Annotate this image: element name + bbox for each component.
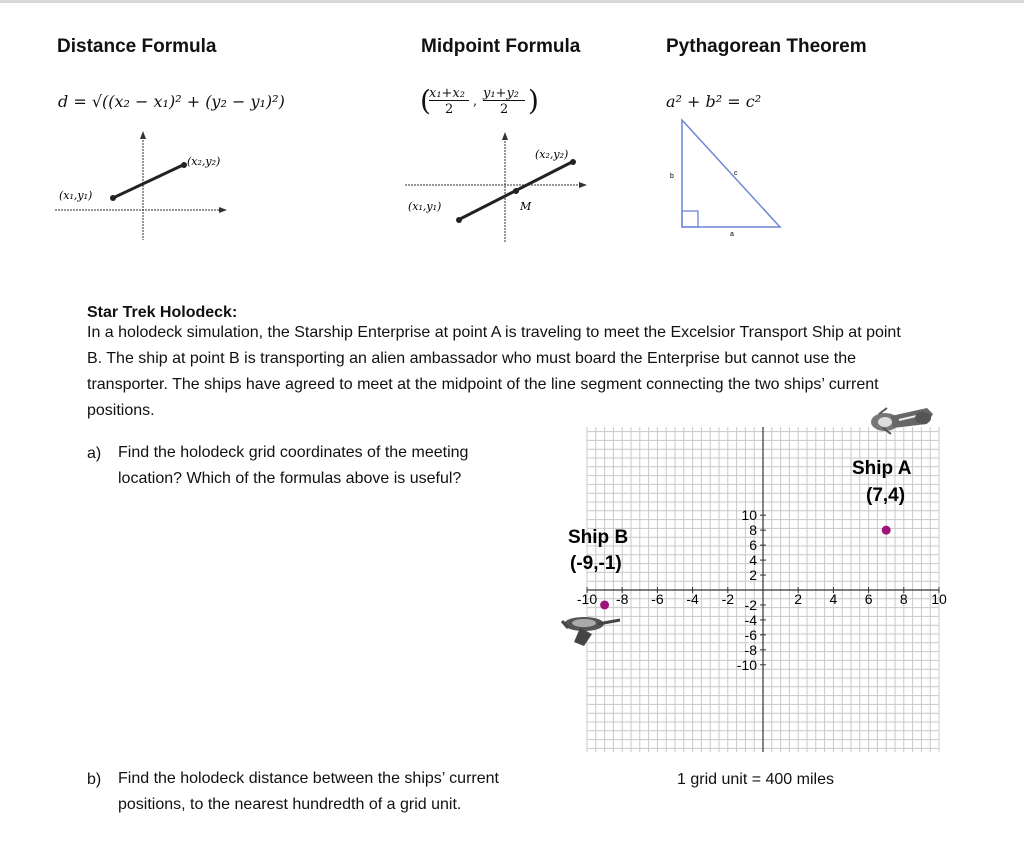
x-tick-label: 4: [829, 591, 838, 607]
midpoint-x-numerator: x₁+x₂: [429, 86, 465, 101]
question-a-line-1: Find the holodeck grid coordinates of the meeting: [118, 444, 469, 461]
y-tick-label: 10: [741, 507, 757, 524]
midpoint-y-numerator: y₁+y₂: [483, 86, 520, 101]
midpoint-p1-label: (x₁,y₁): [408, 200, 442, 213]
midpoint-y-denominator: 2: [500, 102, 509, 117]
question-a-label: a): [87, 445, 102, 462]
y-tick-label: -4: [744, 611, 757, 628]
y-tick-label: 6: [749, 537, 757, 554]
y-tick-label: 2: [749, 567, 757, 584]
distance-formula-header: Distance Formula: [57, 36, 217, 57]
midpoint-diagram: [405, 130, 595, 245]
question-a-line-2: location? Which of the formulas above is useful?: [118, 470, 462, 487]
y-tick-label: -10: [736, 656, 757, 673]
problem-line-1: In a holodeck simulation, the Starship Enterprise at point A is traveling to meet the Excelsior Transport Ship at point: [87, 324, 901, 341]
distance-p2-label: (x₂,y₂): [187, 155, 221, 168]
x-tick-label: -6: [651, 591, 664, 607]
side-c-label: c: [734, 170, 738, 177]
x-tick-label: 2: [794, 591, 803, 607]
midpoint-formula-header: Midpoint Formula: [421, 36, 581, 57]
midpoint-m-label: M: [520, 200, 532, 213]
problem-title: Star Trek Holodeck:: [87, 304, 238, 321]
x-tick-label: 10: [931, 591, 947, 607]
top-border: [0, 0, 1024, 3]
ship-point-ship-a: [882, 526, 891, 535]
y-tick-label: -6: [744, 626, 757, 643]
y-tick-label: -2: [744, 596, 757, 613]
ship-a-name: Ship A: [852, 458, 912, 479]
x-tick-label: -2: [721, 591, 735, 607]
problem-line-3: transporter. The ships have agreed to meet at the midpoint of the line segment connecting the two ships’ current: [87, 376, 879, 393]
right-triangle-diagram: [660, 112, 790, 237]
pythagorean-formula: a² + b² = c²: [666, 92, 762, 111]
x-tick-label: -8: [615, 591, 629, 607]
y-tick-label: 4: [749, 552, 757, 569]
coordinate-grid: [560, 400, 960, 770]
side-b-label: b: [670, 173, 674, 180]
x-tick-label: 8: [899, 591, 908, 607]
problem-line-4: positions.: [87, 402, 155, 419]
ship-b-name: Ship B: [568, 527, 629, 548]
distance-formula: d = √((x₂ − x₁)² + (y₂ − y₁)²): [58, 92, 285, 111]
ship-a-icon: [871, 408, 933, 434]
ship-point-ship-b: [600, 600, 609, 609]
x-tick-label: 6: [864, 591, 873, 607]
x-tick-label: -4: [686, 591, 699, 607]
midpoint-p2-label: (x₂,y₂): [535, 148, 569, 161]
scale-note: 1 grid unit = 400 miles: [677, 771, 834, 788]
distance-p1-label: (x₁,y₁): [59, 189, 93, 202]
ship-b-icon: [562, 617, 620, 646]
y-tick-label: 8: [749, 522, 757, 539]
question-b-label: b): [87, 771, 102, 788]
x-tick-label: -10: [576, 591, 598, 607]
midpoint-x-denominator: 2: [445, 102, 454, 117]
question-b-line-1: Find the holodeck distance between the ships’ current: [118, 770, 499, 787]
distance-diagram: [55, 125, 245, 245]
ship-a-coordinates: (7,4): [866, 485, 906, 506]
pythagorean-theorem-header: Pythagorean Theorem: [666, 36, 867, 57]
problem-line-2: B. The ship at point B is transporting an alien ambassador who must board the Enterprise but cannot use the: [87, 350, 857, 367]
y-tick-label: -8: [744, 641, 757, 658]
ship-b-coordinates: (-9,-1): [570, 553, 622, 574]
question-b-line-2: positions, to the nearest hundredth of a grid unit.: [118, 796, 462, 813]
midpoint-formula: ( x₁+x₂ 2 , y₁+y₂ 2 ): [420, 84, 539, 117]
side-a-label: a: [730, 231, 734, 237]
